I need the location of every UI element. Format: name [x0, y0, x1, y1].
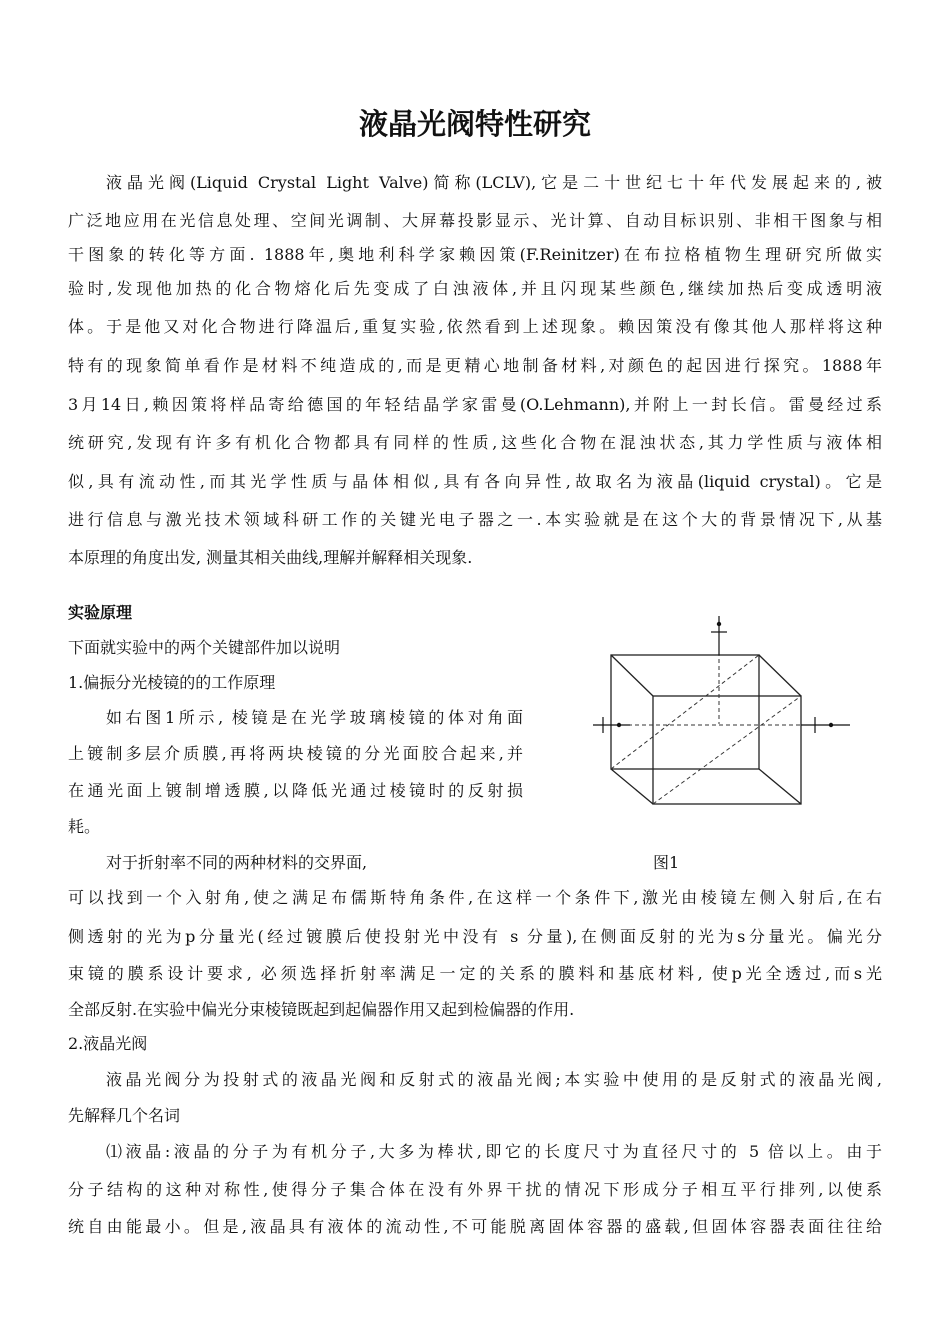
page-title: 液晶光阀特性研究	[358, 107, 591, 141]
splitter-diagonal	[611, 655, 759, 769]
intro-line: 体。于是他又对化合物进行降温后,重复实验,依然看到上述现象。赖因策没有像其他人那样将这种	[68, 317, 882, 336]
item1-line: 耗。	[68, 817, 101, 836]
intro-line: 特有的现象简单看作是材料不纯造成的,而是更精心地制备材料,对颜色的起因进行探究。1888年	[68, 356, 882, 375]
intro-line: 统研究,发现有许多有机化合物都具有同样的性质,这些化合物在混浊状态,其力学性质与液体相	[68, 433, 882, 452]
item1-line: 如右图1所示, 棱镜是在光学玻璃棱镜的体对角面	[106, 708, 523, 727]
item1-line: 在通光面上镀制增透膜,以降低光通过棱镜时的反射损	[68, 781, 523, 800]
item1-line: 上镀制多层介质膜,再将两块棱镜的分光面胶合起来,并	[68, 744, 523, 763]
item1-cont-line: 束镜的膜系设计要求, 必须选择折射率满足一定的关系的膜料和基底材料, 使p光全透过,而s光	[68, 964, 882, 983]
cube-edge	[611, 769, 653, 804]
cube-edge	[759, 769, 801, 804]
item2-line: 统自由能最小。但是,液晶具有液体的流动性,不可能脱离固体容器的盛载,但固体容器表面往往给	[68, 1217, 882, 1236]
cube-edge	[759, 655, 801, 696]
splitter-diagonal	[653, 696, 801, 804]
intro-line: 似,具有流动性,而其光学性质与晶体相似,具有各向异性,故取名为液晶(liquid crystal)。它是	[68, 472, 882, 491]
section-intro: 下面就实验中的两个关键部件加以说明	[68, 638, 341, 657]
item2-line: 先解释几个名词	[68, 1106, 181, 1125]
item1-line: 对于折射率不同的两种材料的交界面,	[106, 853, 368, 872]
item1-cont-line: 全部反射.在实验中偏光分束棱镜既起到起偏器作用又起到检偏器的作用.	[68, 1000, 575, 1019]
item1-cont-line: 可以找到一个入射角,使之满足布儒斯特角条件,在这样一个条件下,激光由棱镜左侧入射后,在右	[68, 888, 882, 907]
cube-edge	[611, 655, 653, 696]
intro-line: 3月14日,赖因策将样品寄给德国的年轻结晶学家雷曼(O.Lehmann),并附上一封长信。雷曼经过系	[68, 395, 882, 414]
item1-cont-line: 侧透射的光为p分量光(经过镀膜后使投射光中没有 s 分量),在侧面反射的光为s分量光。偏光分	[68, 927, 882, 946]
item2-heading: 2.液晶光阀	[68, 1034, 148, 1053]
figure-caption: 图1	[653, 853, 680, 872]
item1-heading: 1.偏振分光棱镜的的工作原理	[68, 673, 276, 692]
intro-line: 广泛地应用在光信息处理、空间光调制、大屏幕投影显示、光计算、自动目标识别、非相干图象与相	[68, 211, 882, 230]
intro-line: 本原理的角度出发, 测量其相关曲线,理解并解释相关现象.	[68, 548, 473, 567]
intro-line: 进行信息与激光技术领域科研工作的关键光电子器之一.本实验就是在这个大的背景情况下,从基	[68, 510, 882, 529]
prism-cube-figure	[585, 612, 855, 812]
intro-line: 液晶光阀(Liquid Crystal Light Valve)简称(LCLV),它是二十世纪七十年代发展起来的,被	[106, 173, 882, 192]
item2-line: ⑴液晶:液晶的分子为有机分子,大多为棒状,即它的长度尺寸为直径尺寸的 5 倍以上。由于	[106, 1142, 882, 1161]
intro-line: 验时,发现他加热的化合物熔化后先变成了白浊液体,并且闪现某些颜色,继续加热后变成透明液	[68, 279, 882, 298]
intro-line: 干图象的转化等方面. 1888年,奥地利科学家赖因策(F.Reinitzer)在布拉格植物生理研究所做实	[68, 245, 882, 264]
item2-line: 液晶光阀分为投射式的液晶光阀和反射式的液晶光阀;本实验中使用的是反射式的液晶光阀,	[106, 1070, 882, 1089]
item2-line: 分子结构的这种对称性,使得分子集合体在没有外界干扰的情况下形成分子相互平行排列,以使系	[68, 1180, 882, 1199]
section-heading: 实验原理	[68, 603, 133, 622]
